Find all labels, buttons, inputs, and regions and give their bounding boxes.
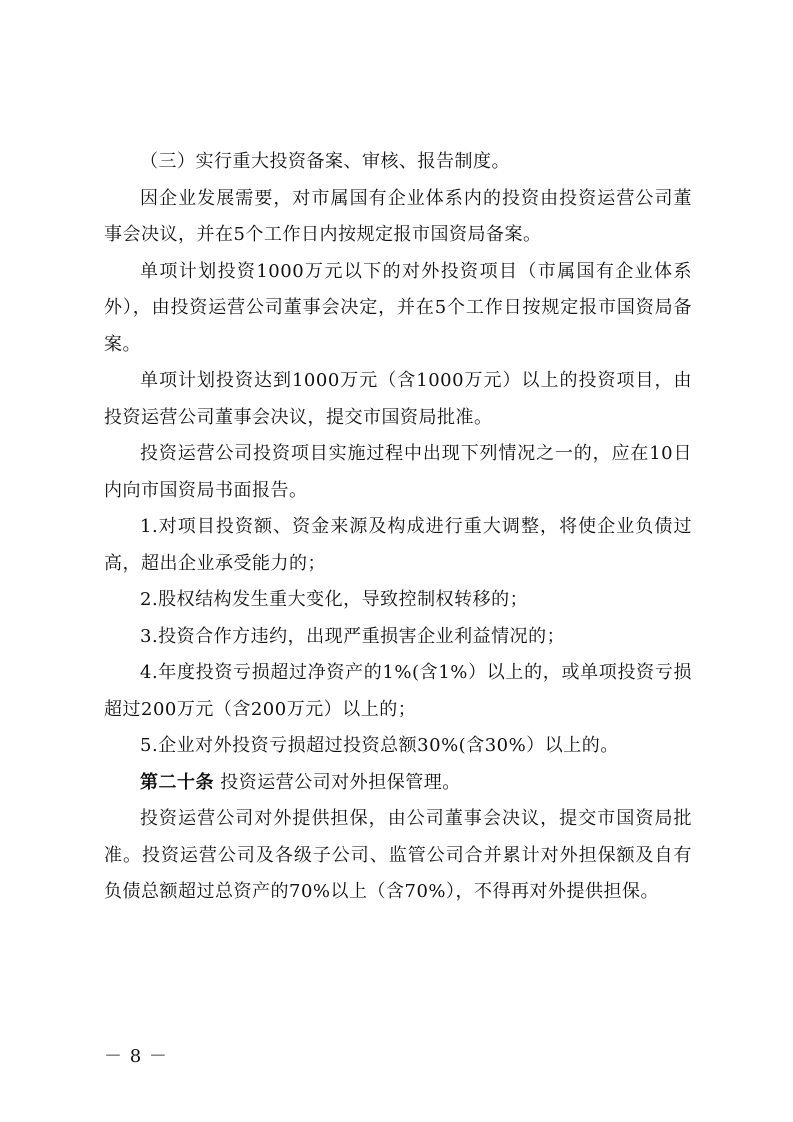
article-title-text: 投资运营公司对外担保管理。 [214,771,461,793]
list-item-2: 2.股权结构发生重大变化，导致控制权转移的； [140,589,529,610]
paragraph-internal-investment: 因企业发展需要，对市属国有企业体系内的投资由投资运营公司董事会决议，并在5个工作日内按规定报市国资局备案。 [104,187,692,245]
paragraph-above-threshold: 单项计划投资达到1000万元（含1000万元）以上的投资项目，由投资运营公司董事会决议，提交市国资局批准。 [104,370,692,428]
list-item-1: 1.对项目投资额、资金来源及构成进行重大调整，将使企业负债过高，超出企业承受能力的； [104,516,692,574]
paragraph-below-threshold: 单项计划投资1000万元以下的对外投资项目（市属国有企业体系外），由投资运营公司董事会决定，并在5个工作日按规定报市国资局备案。 [104,260,692,355]
section-heading-three: （三）实行重大投资备案、审核、报告制度。 [140,151,510,172]
list-item-4: 4.年度投资亏损超过净资产的1%(含1%）以上的，或单项投资亏损超过200万元（含200万元）以上的； [104,662,692,720]
page-number: － 8 － [104,1046,168,1067]
paragraph-guarantee: 投资运营公司对外提供担保，由公司董事会决议，提交市国资局批准。投资运营公司及各级子公司、监管公司合并累计对外担保额及自有负债总额超过总资产的70%以上（含70%），不得再对外提供担保。 [104,808,692,902]
list-item-5: 5.企业对外投资亏损超过投资总额30%(含30%）以上的。 [140,735,619,756]
document-body [104,144,692,911]
article-twenty [104,765,692,802]
paragraph-report-conditions: 投资运营公司投资项目实施过程中出现下列情况之一的，应在10日内向市国资局书面报告。 [104,443,692,501]
article-title: 第二十条 [140,771,214,793]
list-item-3: 3.投资合作方违约，出现严重损害企业利益情况的； [140,625,566,647]
